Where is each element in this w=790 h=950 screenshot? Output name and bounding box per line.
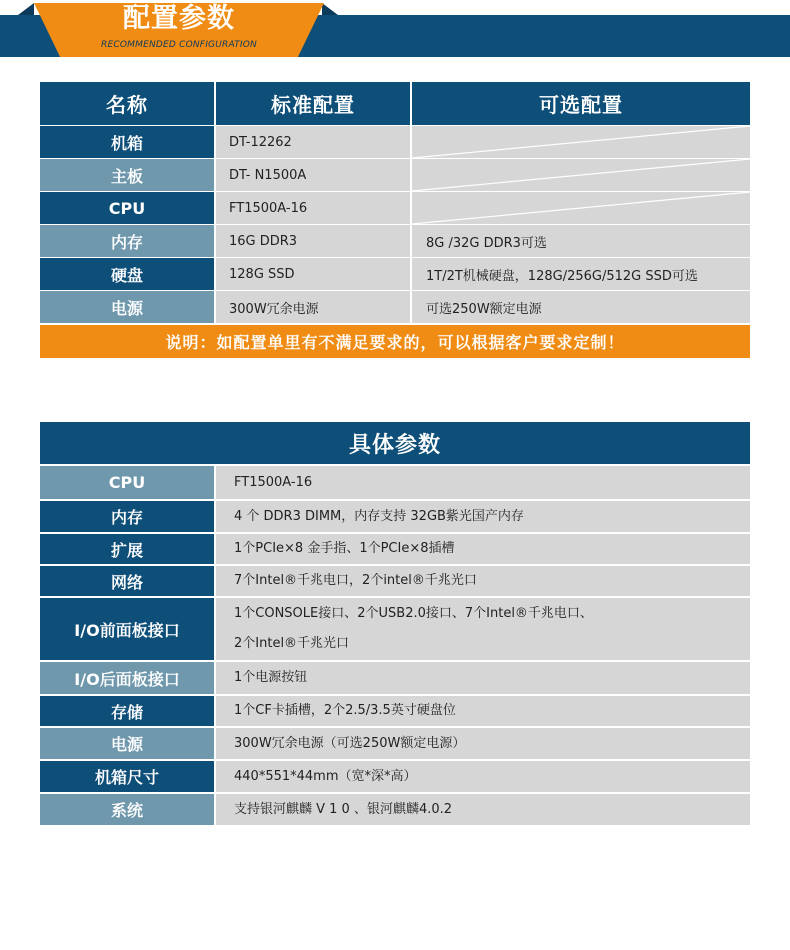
optional-value: 8G /32G DDR3可选 — [412, 225, 750, 257]
row-label: 内存 — [40, 225, 216, 257]
diagonal-slash — [412, 126, 750, 158]
row-label: I/O前面板接口 — [40, 598, 216, 660]
table-row — [40, 464, 750, 499]
row-label: 电源 — [40, 728, 216, 759]
header-standard: 标准配置 — [216, 82, 412, 125]
row-value: 300W冗余电源（可选250W额定电源） — [216, 728, 750, 759]
config-table-header — [40, 82, 750, 125]
table-row — [40, 792, 750, 825]
banner-title: 配置参数 — [123, 3, 235, 34]
table-row — [40, 532, 750, 564]
table-row — [40, 759, 750, 792]
header-optional: 可选配置 — [412, 82, 750, 125]
row-value: 440*551*44mm（宽*深*高） — [216, 761, 750, 792]
row-label: 电源 — [40, 291, 216, 323]
row-value: 4 个 DDR3 DIMM，内存支持 32GB紫光国产内存 — [216, 501, 750, 532]
optional-empty — [412, 159, 750, 191]
standard-value: 16G DDR3 — [216, 225, 412, 257]
row-value: 7个Intel®千兆电口，2个intel®千兆光口 — [216, 566, 750, 596]
row-label: 系统 — [40, 794, 216, 825]
row-value: 1个电源按钮 — [216, 662, 750, 694]
row-label: 扩展 — [40, 534, 216, 564]
row-value: 支持银河麒麟 V 1 0 、银河麒麟4.0.2 — [216, 794, 750, 825]
table-row — [40, 726, 750, 759]
table-row — [40, 694, 750, 726]
standard-value: DT- N1500A — [216, 159, 412, 191]
row-value-line-2: 2个Intel®千兆光口 — [234, 636, 350, 651]
row-label: 硬盘 — [40, 258, 216, 290]
row-value: 1个CF卡插槽，2个2.5/3.5英寸硬盘位 — [216, 696, 750, 726]
row-label: I/O后面板接口 — [40, 662, 216, 694]
row-label: 机箱 — [40, 126, 216, 158]
optional-value: 1T/2T机械硬盘，128G/256G/512G SSD可选 — [412, 258, 750, 290]
optional-value: 可选250W额定电源 — [412, 291, 750, 323]
standard-value: DT-12262 — [216, 126, 412, 158]
row-label: CPU — [40, 192, 216, 224]
table-row — [40, 290, 750, 323]
table-row — [40, 564, 750, 596]
standard-value: FT1500A-16 — [216, 192, 412, 224]
optional-empty — [412, 192, 750, 224]
row-label: 机箱尺寸 — [40, 761, 216, 792]
spec-table-title: 具体参数 — [40, 422, 750, 464]
diagonal-slash — [412, 192, 750, 224]
standard-value: 300W冗余电源 — [216, 291, 412, 323]
header-banner — [0, 0, 790, 58]
table-row — [40, 257, 750, 290]
row-value: FT1500A-16 — [216, 466, 750, 499]
banner-subtitle: RECOMMENDED CONFIGURATION — [101, 40, 257, 50]
table-row — [40, 499, 750, 532]
customization-note: 说明：如配置单里有不满足要求的，可以根据客户要求定制！ — [40, 325, 750, 358]
table-row — [40, 158, 750, 191]
header-name: 名称 — [40, 82, 216, 125]
spec-table — [40, 422, 750, 825]
optional-empty — [412, 126, 750, 158]
table-row — [40, 660, 750, 694]
row-value-line-1: 1个CONSOLE接口、2个USB2.0接口、7个Intel®千兆电口、 — [234, 606, 593, 621]
row-label: 内存 — [40, 501, 216, 532]
row-label: 网络 — [40, 566, 216, 596]
table-row — [40, 224, 750, 257]
row-value — [216, 598, 750, 660]
table-row — [40, 191, 750, 224]
row-label: 存储 — [40, 696, 216, 726]
table-row — [40, 596, 750, 660]
row-label: 主板 — [40, 159, 216, 191]
row-value: 1个PCIe×8 金手指、1个PCIe×8插槽 — [216, 534, 750, 564]
table-row — [40, 125, 750, 158]
standard-value: 128G SSD — [216, 258, 412, 290]
row-label: CPU — [40, 466, 216, 499]
config-table — [40, 82, 750, 323]
diagonal-slash — [412, 159, 750, 191]
